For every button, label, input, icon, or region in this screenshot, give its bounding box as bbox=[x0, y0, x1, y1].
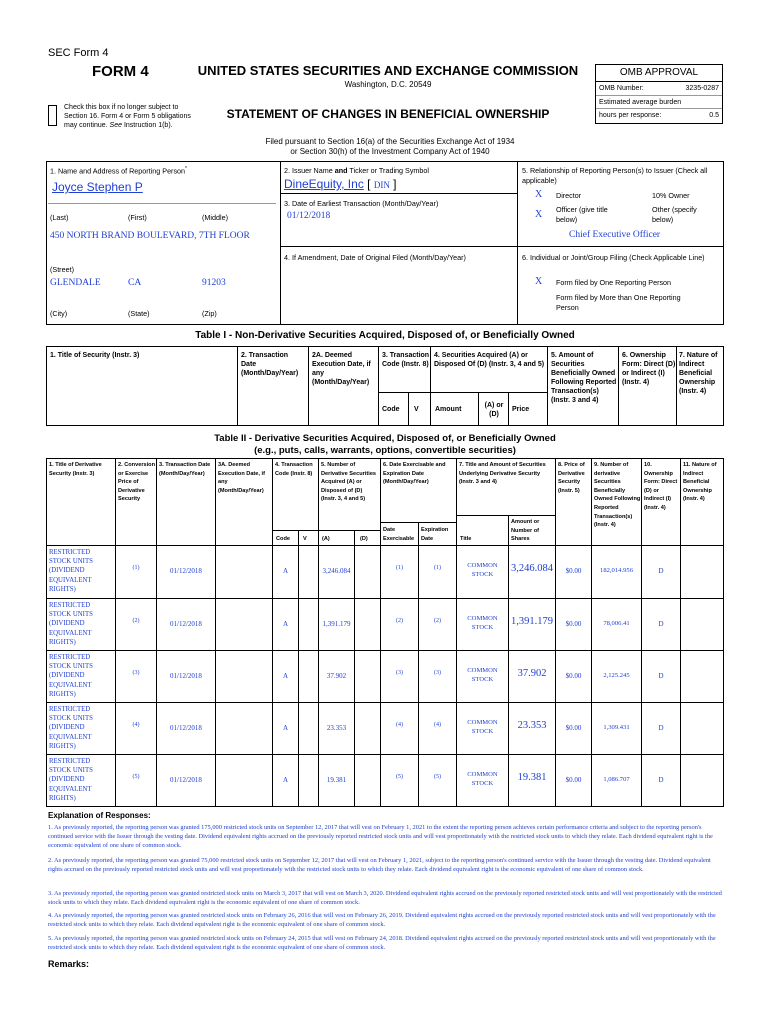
row-exercisable: (4) bbox=[396, 722, 403, 728]
middle-label: (Middle) bbox=[202, 213, 228, 222]
row-conv: (4) bbox=[132, 722, 140, 728]
omb-number-label: OMB Number: bbox=[599, 85, 644, 92]
explanation-item-1: 1. As previously reported, the reporting person was granted 175,000 restricted stock units on September 12, 2017 that will vest on February 1, 2021 to the extent the reporting person achieves certain performance criteria and subject to the reporting person's continued service with the Issuer through the vesting date. Dividend equivalent rights accrued on the previously reported restricted stock units and will vest proportionately with the restricted stock units to which they relate. Each dividend equivalent right is the economic equivalent of one share of common stock. bbox=[48, 824, 713, 850]
zip-label: (Zip) bbox=[202, 309, 217, 318]
row-acquired: 19.381 bbox=[326, 776, 347, 784]
row-date: 01/12/2018 bbox=[170, 672, 202, 680]
t2-col5: 5. Number of Derivative Securities Acquired (A) or Disposed of (D) (Instr. 3, 4 and 5) bbox=[321, 462, 377, 503]
no-longer-subject-checkbox[interactable] bbox=[48, 105, 57, 126]
t1-col4: 4. Securities Acquired (A) or Disposed Of (D) (Instr. 3, 4 and 5) bbox=[434, 352, 545, 368]
first-label: (First) bbox=[128, 213, 147, 222]
row-owned: 1,086.707 bbox=[603, 776, 630, 783]
row-price: $0.00 bbox=[565, 567, 582, 575]
explanation-heading: Explanation of Responses: bbox=[48, 811, 151, 820]
row-owned: 182,014.956 bbox=[600, 567, 633, 574]
row-owned: 1,309.431 bbox=[603, 724, 630, 731]
row-exercisable: (1) bbox=[396, 565, 403, 571]
form-title: FORM 4 bbox=[92, 63, 149, 80]
row-form: D bbox=[658, 567, 664, 575]
reporting-person-name[interactable]: Joyce Stephen P bbox=[52, 180, 143, 194]
t1-col7: 7. Nature of Indirect Beneficial Ownership (Instr. 4) bbox=[679, 352, 718, 395]
t1-col1: 1. Title of Security (Instr. 3) bbox=[50, 352, 140, 359]
row-date: 01/12/2018 bbox=[170, 567, 202, 575]
table2-subtitle: (e.g., puts, calls, warrants, options, convertible securities) bbox=[254, 445, 516, 456]
director-mark[interactable]: X bbox=[535, 189, 543, 200]
row-expiration: (5) bbox=[434, 774, 441, 780]
t1-col5: 5. Amount of Securities Beneficially Owned Following Reported Transaction(s) (Instr. 3 and 4) bbox=[551, 352, 617, 404]
row-conv: (3) bbox=[132, 670, 140, 676]
street-label: (Street) bbox=[50, 265, 74, 274]
t2-col2: 2. Conversion or Exercise Price of Derivative Security bbox=[118, 462, 155, 503]
remarks-heading: Remarks: bbox=[48, 959, 90, 969]
derivative-security-title: RESTRICTED STOCK UNITS (DIVIDEND EQUIVALENT RIGHTS) bbox=[49, 706, 93, 750]
ticker-symbol: DIN bbox=[373, 180, 390, 190]
row-date: 01/12/2018 bbox=[170, 776, 202, 784]
t2-col8: 8. Price of Derivative Security (Instr. 5) bbox=[558, 462, 585, 494]
street-address: 450 NORTH BRAND BOULEVARD, 7TH FLOOR bbox=[50, 231, 250, 241]
t1-amount: Amount bbox=[435, 406, 462, 413]
state-label: (State) bbox=[128, 309, 150, 318]
t2-code: Code bbox=[276, 536, 290, 542]
omb-hours-value: 0.5 bbox=[709, 112, 719, 119]
filed-line-1: Filed pursuant to Section 16(a) of the Securities Exchange Act of 1934 bbox=[265, 137, 515, 146]
row-price: $0.00 bbox=[565, 776, 582, 784]
omb-hours-label: hours per response: bbox=[599, 112, 662, 119]
officer-title: Chief Executive Officer bbox=[569, 230, 661, 240]
officer-label: Officer (give title below) bbox=[556, 205, 608, 224]
row-shares: 3,246.084 bbox=[511, 563, 553, 574]
omb-number-value: 3235-0287 bbox=[685, 85, 719, 92]
explanation-item-3: 3. As previously reported, the reporting person was granted restricted stock units on March 3, 2017 that will vest on March 3, 2020. Dividend equivalent rights accrued on the previously reported restricted stock units and will vest proportionately with the restricted stock units to which they relate. Each dividend equivalent right is the economic equivalent of one share of common stock. bbox=[48, 890, 722, 907]
omb-hours-row bbox=[596, 109, 722, 122]
row-underlying-title: COMMON STOCK bbox=[467, 562, 498, 578]
t2-date-exercisable: Date Exercisable bbox=[383, 527, 415, 542]
commission-title: UNITED STATES SECURITIES AND EXCHANGE COMMISSION bbox=[197, 63, 579, 78]
city-value: GLENDALE bbox=[50, 278, 101, 288]
t2-col11: 11. Nature of Indirect Beneficial Ownership (Instr. 4) bbox=[683, 462, 717, 503]
last-label: (Last) bbox=[50, 213, 69, 222]
t2-col10: 10. Ownership Form: Direct (D) or Indirect (I) (Instr. 4) bbox=[644, 462, 678, 511]
t2-col6: 6. Date Exercisable and Expiration Date (Month/Day/Year) bbox=[383, 462, 446, 486]
row-exercisable: (5) bbox=[396, 774, 403, 780]
row-exercisable: (2) bbox=[396, 618, 403, 624]
t2-d: (D) bbox=[360, 536, 368, 542]
row-code: A bbox=[282, 724, 289, 732]
row-underlying-title: COMMON STOCK bbox=[467, 771, 498, 787]
row-acquired: 3,246.084 bbox=[322, 567, 351, 575]
filed-line-2: or Section 30(h) of the Investment Company Act of 1940 bbox=[290, 147, 490, 156]
row-date: 01/12/2018 bbox=[170, 724, 202, 732]
omb-burden-label: Estimated average burden bbox=[596, 96, 722, 109]
checkbox-text: Check this box if no longer subject to Section 16. Form 4 or Form 5 obligations may continue. See Instruction 1(b). bbox=[64, 104, 191, 129]
row-form: D bbox=[658, 672, 664, 680]
one-person-mark[interactable]: X bbox=[535, 276, 543, 287]
row-price: $0.00 bbox=[565, 672, 582, 680]
t2-col7: 7. Title and Amount of Securities Underlying Derivative Security (Instr. 3 and 4) bbox=[459, 462, 546, 486]
row-underlying-title: COMMON STOCK bbox=[467, 667, 498, 683]
row-shares: 23.353 bbox=[517, 720, 547, 731]
row-code: A bbox=[282, 776, 289, 784]
sec-form-label: SEC Form 4 bbox=[48, 47, 109, 59]
issuer-name[interactable]: DineEquity, Inc bbox=[284, 177, 364, 191]
box6-label: 6. Individual or Joint/Group Filing (Check Applicable Line) bbox=[522, 253, 705, 262]
zip-value: 91203 bbox=[202, 278, 226, 288]
row-underlying-title: COMMON STOCK bbox=[467, 719, 498, 735]
row-form: D bbox=[658, 776, 664, 784]
box4-label: 4. If Amendment, Date of Original Filed (Month/Day/Year) bbox=[284, 253, 466, 262]
row-owned: 2,125.245 bbox=[603, 672, 630, 679]
omb-title: OMB APPROVAL bbox=[596, 65, 722, 82]
box5-label: 5. Relationship of Reporting Person(s) to Issuer (Check all applicable) bbox=[522, 166, 708, 185]
t2-col1: 1. Title of Derivative Security (Instr. 3) bbox=[49, 462, 102, 477]
t2-v: V bbox=[303, 536, 307, 542]
t2-col3a: 3A. Deemed Execution Date, if any (Month/Day/Year) bbox=[218, 462, 265, 494]
t2-col4: 4. Transaction Code (Instr. 8) bbox=[275, 462, 313, 477]
row-shares: 1,391.179 bbox=[511, 616, 553, 627]
ten-percent-owner-label: 10% Owner bbox=[652, 191, 690, 200]
row-expiration: (3) bbox=[434, 670, 441, 676]
row-form: D bbox=[658, 724, 664, 732]
t1-v: V bbox=[414, 406, 419, 413]
row-form: D bbox=[658, 620, 664, 628]
derivative-security-title: RESTRICTED STOCK UNITS (DIVIDEND EQUIVALENT RIGHTS) bbox=[49, 549, 93, 593]
row-conv: (1) bbox=[132, 565, 140, 571]
omb-box bbox=[595, 64, 723, 124]
box3-label: 3. Date of Earliest Transaction (Month/Day/Year) bbox=[284, 199, 439, 208]
row-expiration: (1) bbox=[434, 565, 441, 571]
row-code: A bbox=[282, 567, 289, 575]
table2-title: Table II - Derivative Securities Acquired, Disposed of, or Beneficially Owned bbox=[214, 433, 556, 444]
t1-price: Price bbox=[512, 406, 530, 413]
table1-title: Table I - Non-Derivative Securities Acquired, Disposed of, or Beneficially Owned bbox=[195, 330, 575, 341]
director-label: Director bbox=[556, 191, 582, 200]
t2-expiration: Expiration Date bbox=[421, 527, 449, 542]
row-code: A bbox=[282, 620, 289, 628]
row-shares: 19.381 bbox=[517, 772, 547, 783]
row-expiration: (4) bbox=[434, 722, 441, 728]
row-exercisable: (3) bbox=[396, 670, 403, 676]
row-owned: 78,006.41 bbox=[603, 620, 630, 627]
box2-label: 2. Issuer Name and Ticker or Trading Symbol bbox=[284, 166, 430, 175]
t1-code: Code bbox=[382, 406, 400, 413]
box1-label: 1. Name and Address of Reporting Person* bbox=[50, 166, 187, 176]
derivative-security-title: RESTRICTED STOCK UNITS (DIVIDEND EQUIVALENT RIGHTS) bbox=[49, 602, 93, 646]
t2-amount-shares: Amount or Number of Shares bbox=[511, 519, 540, 543]
row-conv: (5) bbox=[132, 774, 140, 780]
t1-col3: 3. Transaction Code (Instr. 8) bbox=[382, 352, 430, 368]
omb-number-row bbox=[596, 82, 722, 96]
row-expiration: (2) bbox=[434, 618, 441, 624]
row-acquired: 23.353 bbox=[326, 724, 347, 732]
explanation-item-4: 4. As previously reported, the reporting person was granted restricted stock units on February 26, 2016 that will vest on February 26, 2019. Dividend equivalent rights accrued on the previously reported restricted stock units and will vest proportionately with the restricted stock units to which they relate. Each dividend equivalent right is the economic equivalent of one share of common stock. bbox=[48, 912, 716, 929]
more-persons-label: Form filed by More than One Reporting Person bbox=[556, 293, 681, 312]
row-underlying-title: COMMON STOCK bbox=[467, 615, 498, 631]
row-date: 01/12/2018 bbox=[170, 620, 202, 628]
t1-col2a: 2A. Deemed Execution Date, if any (Month/Day/Year) bbox=[312, 352, 371, 386]
row-price: $0.00 bbox=[565, 724, 582, 732]
one-person-label: Form filed by One Reporting Person bbox=[556, 278, 672, 287]
state-value: CA bbox=[128, 278, 142, 288]
explanation-item-2: 2. As previously reported, the reporting person was granted 75,000 restricted stock units on September 12, 2017 that will vest on February 1, 2021, subject to the reporting person's continued service with the Issuer through the vesting date. Dividend equivalent rights accrued on the previously reported restricted stock units and will vest proportionately with the restricted stock units to which they relate. Each dividend equivalent right is the economic equivalent of one share of common stock. bbox=[48, 857, 711, 874]
t1-col2: 2. Transaction Date (Month/Day/Year) bbox=[241, 352, 299, 377]
t2-col9: 9. Number of derivative Securities Beneficially Owned Following Reported Transaction(s) (Instr. 4) bbox=[594, 462, 641, 529]
other-label: Other (specify below) bbox=[652, 205, 697, 224]
t2-col3: 3. Transaction Date (Month/Day/Year) bbox=[159, 462, 211, 477]
derivative-security-title: RESTRICTED STOCK UNITS (DIVIDEND EQUIVALENT RIGHTS) bbox=[49, 654, 93, 698]
officer-mark[interactable]: X bbox=[535, 209, 543, 220]
t1-col6: 6. Ownership Form: Direct (D) or Indirect (I) (Instr. 4) bbox=[622, 352, 676, 386]
earliest-transaction-date: 01/12/2018 bbox=[287, 211, 331, 221]
row-acquired: 1,391.179 bbox=[322, 620, 351, 628]
t2-title: Title bbox=[460, 536, 472, 542]
row-acquired: 37.902 bbox=[326, 672, 347, 680]
row-price: $0.00 bbox=[565, 620, 582, 628]
city-label: (City) bbox=[50, 309, 68, 318]
statement-title: STATEMENT OF CHANGES IN BENEFICIAL OWNERSHIP bbox=[226, 107, 550, 121]
row-code: A bbox=[282, 672, 289, 680]
explanation-item-5: 5. As previously reported, the reporting person was granted restricted stock units on February 24, 2015 that will vest on February 24, 2018. Dividend equivalent rights accrued on the previously reported restricted stock units and will vest proportionately with the restricted stock units to which they relate. Each dividend equivalent right is the economic equivalent of one share of common stock. bbox=[48, 935, 716, 952]
commission-city: Washington, D.C. 20549 bbox=[344, 80, 432, 89]
row-conv: (2) bbox=[132, 618, 140, 624]
t1-aord: (A) or (D) bbox=[484, 402, 504, 418]
t2-a: (A) bbox=[322, 536, 330, 542]
derivative-security-title: RESTRICTED STOCK UNITS (DIVIDEND EQUIVALENT RIGHTS) bbox=[49, 758, 93, 802]
issuer-line: DineEquity, Inc [ DIN ] bbox=[284, 177, 397, 191]
row-shares: 37.902 bbox=[517, 668, 547, 679]
